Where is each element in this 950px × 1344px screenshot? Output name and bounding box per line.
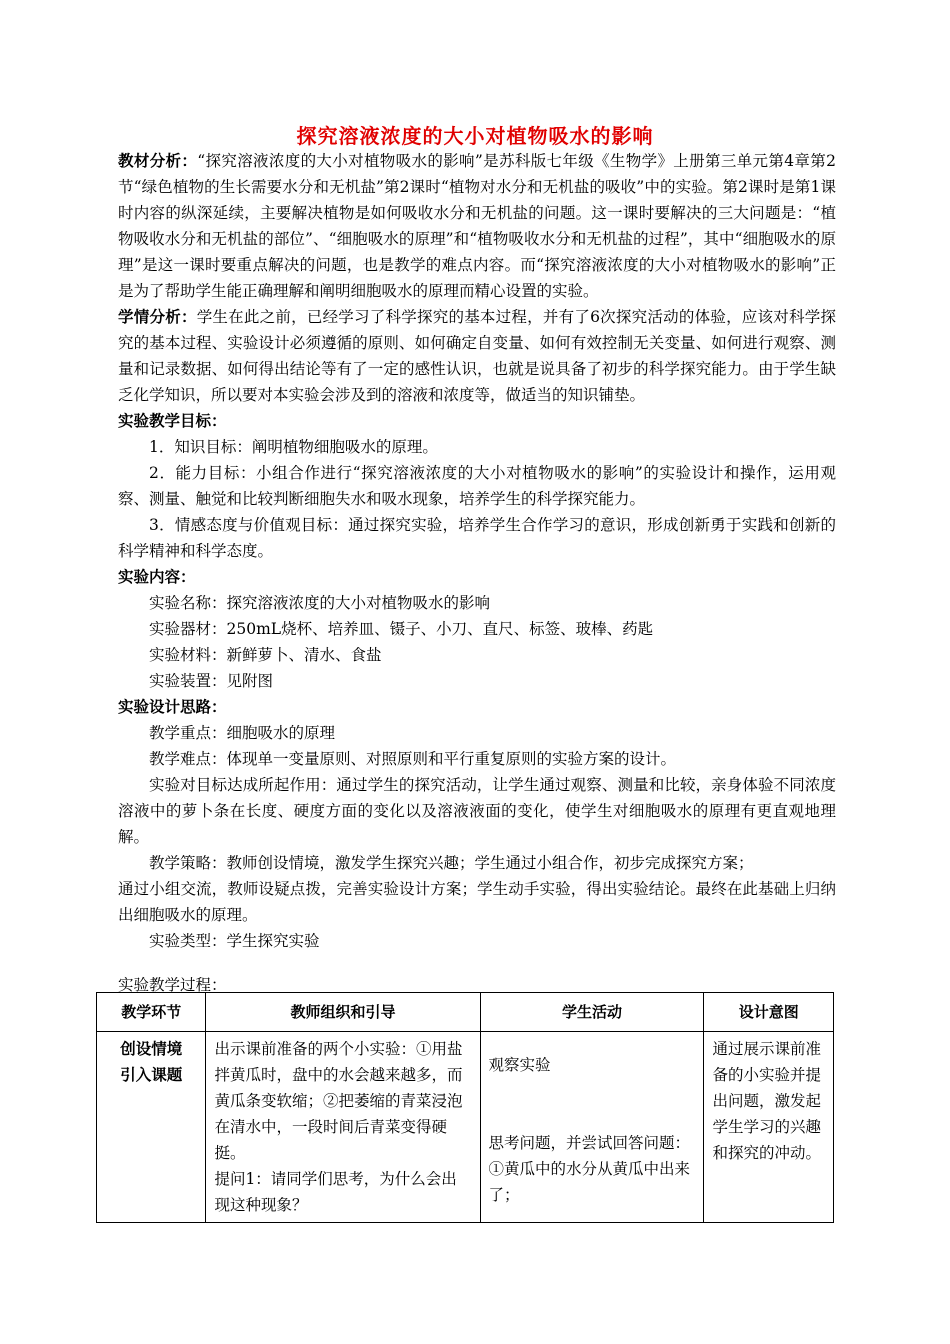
teacher-cell xyxy=(206,1032,480,1223)
intent-cell xyxy=(704,1032,834,1223)
table-header-cell: 教师组织和引导 xyxy=(206,993,480,1032)
process-label: 实验教学过程： xyxy=(118,976,227,994)
design-item: 实验类型：学生探究实验 xyxy=(149,932,320,950)
content-item: 实验材料：新鲜萝卜、清水、食盐 xyxy=(149,646,382,664)
goal-item: 1．知识目标：阐明植物细胞吸水的原理。 xyxy=(149,438,438,456)
document-body xyxy=(118,148,836,998)
student-cell xyxy=(480,1032,704,1223)
learner-analysis-label: 学情分析： xyxy=(118,308,197,326)
stage-line: 引入课题 xyxy=(120,1066,183,1084)
teacher-question: 提问1：请同学们思考，为什么会出现这种现象？ xyxy=(214,1170,457,1214)
content-item: 实验名称：探究溶液浓度的大小对植物吸水的影响 xyxy=(149,594,491,612)
content-heading: 实验内容： xyxy=(118,568,196,586)
textbook-analysis-paragraph xyxy=(118,148,836,304)
design-item: 教学策略：教师创设情境，激发学生探究兴趣；学生通过小组合作，初步完成探究方案； xyxy=(149,854,754,872)
page-title: 探究溶液浓度的大小对植物吸水的影响 xyxy=(296,124,654,148)
content-item: 实验装置：见附图 xyxy=(149,672,274,690)
table-row xyxy=(97,1032,834,1223)
design-item: 教学重点：细胞吸水的原理 xyxy=(149,724,336,742)
design-item: 实验对目标达成所起作用：通过学生的探究活动，让学生通过观察、测量和比较，亲身体验不同浓度溶液中的萝卜条在长度、硬度方面的变化以及溶液液面的变化，使学生对细胞吸水的原理有更直观地理解。 xyxy=(118,776,836,846)
content-item: 实验器材：250mL烧杯、培养皿、镊子、小刀、直尺、标签、玻棒、药匙 xyxy=(149,620,654,638)
table-header-cell: 学生活动 xyxy=(480,993,704,1032)
goal-item: 3．情感态度与价值观目标：通过探究实验，培养学生合作学习的意识，形成创新勇于实践和创新的科学精神和科学态度。 xyxy=(118,516,836,560)
learner-analysis-paragraph xyxy=(118,304,836,408)
design-item: 通过小组交流，教师设疑点拨，完善实验设计方案；学生动手实验，得出实验结论。最终在此基础上归纳出细胞吸水的原理。 xyxy=(118,880,836,924)
textbook-analysis-text: “探究溶液浓度的大小对植物吸水的影响”是苏科版七年级《生物学》上册第三单元第4章第2节“绿色植物的生长需要水分和无机盐”第2课时“植物对水分和无机盐的吸收”中的实验。第2课时是第1课时内容的纵深延续，主要解决植物是如何吸收水分和无机盐的问题。这一课时要解决的三大问题是：“植物吸收水分和无机盐的部位”、“细胞吸水的原理”和“植物吸收水分和无机盐的过程”，其中“细胞吸水的原理”是这一课时要重点解决的问题，也是教学的难点内容。而“探究溶液浓度的大小对植物吸水的影响”正是为了帮助学生能正确理解和阐明细胞吸水的原理而精心设置的实验。 xyxy=(118,152,836,300)
teacher-text: 出示课前准备的两个小实验：①用盐拌黄瓜时，盘中的水会越来越多，而黄瓜条变软缩；②把萎缩的青菜浸泡在清水中，一段时间后青菜变得硬挺。 xyxy=(214,1040,463,1162)
learner-analysis-text: 学生在此之前，已经学习了科学探究的基本过程，并有了6次探究活动的体验，应该对科学探究的基本过程、实验设计必须遵循的原则、如何确定自变量、如何有效控制无关变量、如何进行观察、测量和记录数据、如何得出结论等有了一定的感性认识，也就是说具备了初步的科学探究能力。由于学生缺乏化学知识，所以要对本实验会涉及到的溶液和浓度等，做适当的知识铺垫。 xyxy=(118,308,836,404)
goal-item: 2．能力目标：小组合作进行“探究溶液浓度的大小对植物吸水的影响”的实验设计和操作，运用观察、测量、触觉和比较判断细胞失水和吸水现象，培养学生的科学探究能力。 xyxy=(118,464,836,508)
student-activity: 思考问题，并尝试回答问题：①黄瓜中的水分从黄瓜中出来了； xyxy=(488,1134,691,1204)
table-header-cell: 设计意图 xyxy=(704,993,834,1032)
teaching-process-table xyxy=(96,992,834,1223)
stage-line: 创设情境 xyxy=(120,1040,183,1058)
stage-cell xyxy=(97,1032,206,1223)
student-activity: 观察实验 xyxy=(488,1056,551,1074)
design-heading: 实验设计思路： xyxy=(118,698,227,716)
table-header-cell: 教学环节 xyxy=(97,993,206,1032)
textbook-analysis-label: 教材分析： xyxy=(118,152,198,170)
table-header-row xyxy=(97,993,834,1032)
goals-heading: 实验教学目标： xyxy=(118,412,227,430)
intent-text: 通过展示课前准备的小实验并提出问题，激发起学生学习的兴趣和探究的冲动。 xyxy=(712,1040,821,1162)
design-item: 教学难点：体现单一变量原则、对照原则和平行重复原则的实验方案的设计。 xyxy=(149,750,677,768)
